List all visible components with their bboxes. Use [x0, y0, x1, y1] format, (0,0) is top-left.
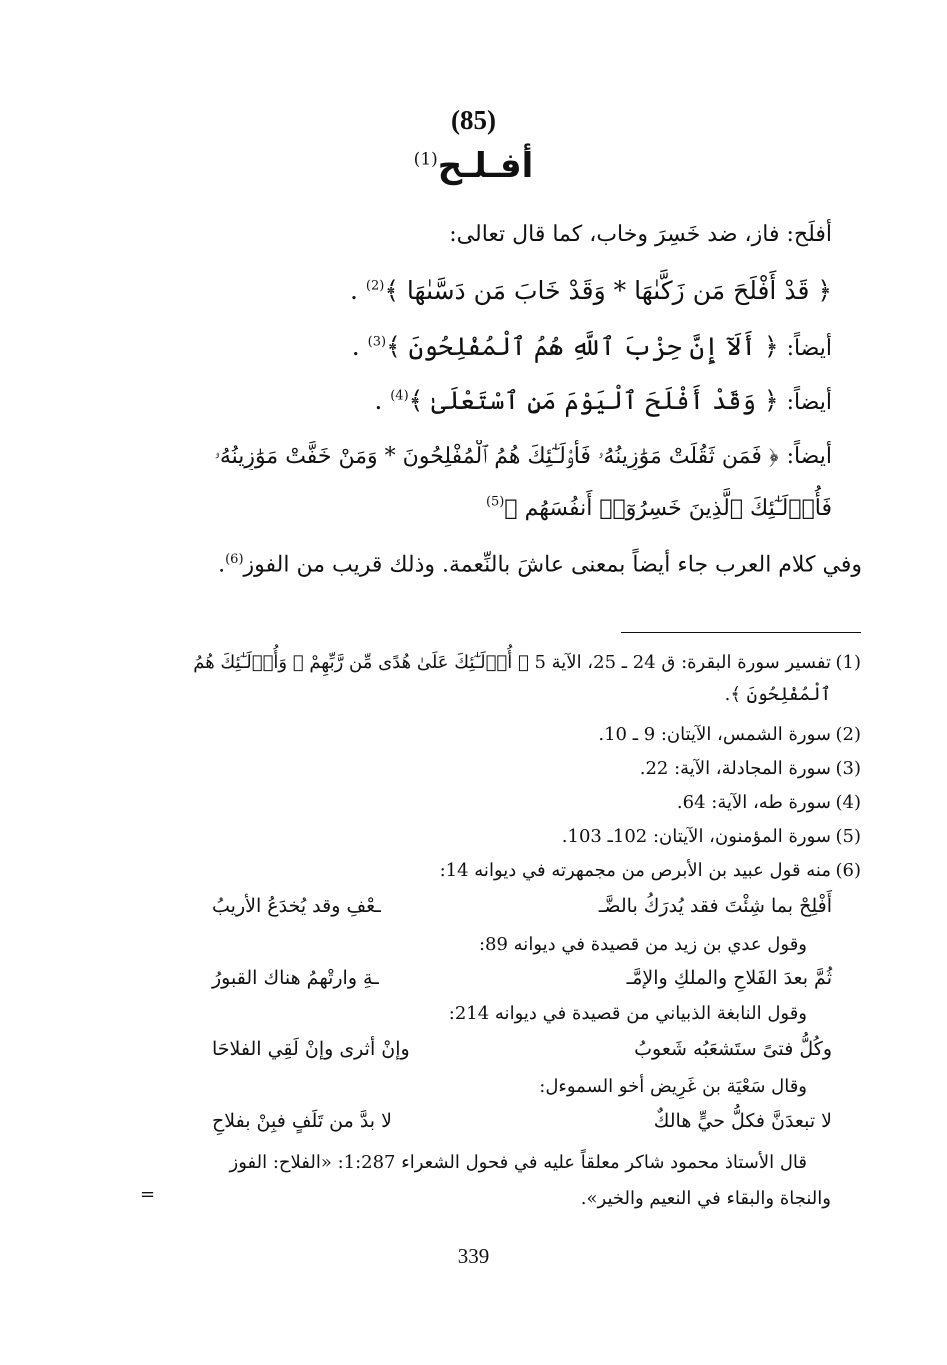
poem-verse-2: [212, 967, 832, 989]
verse-second-hemistich: وإنْ أثرى وإنْ لَقِي الفلاحَا: [212, 1038, 410, 1060]
quran-quote-3: ﴿ وَقَدْ أَفْلَحَ ٱلْيَوْمَ مَنِ ٱسْتَعْلَىٰ ﴾: [408, 386, 779, 415]
continuation-mark: =: [140, 1184, 156, 1205]
verse-second-hemistich: ـعْفِ وقد يُخدَعُ الأريبُ: [212, 895, 381, 917]
quote-line-3: [374, 386, 832, 416]
footnote-number: (1): [835, 652, 861, 673]
note-ref-6: (6): [225, 552, 244, 567]
poem-intro-2: وقول عدي بن زيد من قصيدة في ديوانه 89:: [478, 934, 807, 955]
period: .: [349, 276, 358, 305]
quran-quote-4b: فَأُو۟لَـٰٓئِكَ ٱلَّذِينَ خَسِرُوٓا۟ أَنفُسَهُم ﴾: [504, 496, 832, 521]
quote-line-5: [486, 492, 832, 522]
footnote-number: (6): [835, 860, 861, 881]
note-ref-3: (3): [367, 334, 387, 350]
footnote-1: [141, 648, 861, 678]
entry-number: (85): [451, 105, 496, 135]
definition-line: أفلَح: فاز، ضد خَسِرَ وخاب، كما قال تعالى:: [449, 222, 832, 247]
paragraph-text: وفي كلام العرب جاء أيضاً بمعنى عاشَ بالنِّعمة. وذلك قريب من الفوز: [243, 552, 862, 578]
poem-intro-3: وقول النابغة الذبياني من قصيدة في ديوانه 214:: [448, 1003, 807, 1024]
period: .: [351, 332, 360, 361]
closing-note-line-2: والنجاة والبقاء في النعيم والخير».: [580, 1188, 831, 1209]
note-ref-5: (5): [485, 494, 505, 510]
footnote-6: [141, 856, 861, 886]
verse-second-hemistich: لا بدَّ من تَلَفٍ فبِنْ بفلاحِ: [212, 1110, 392, 1132]
footnote-1-cont: ٱلْمُفْلِحُونَ ﴾.: [724, 684, 831, 705]
poem-intro-4: وقال سَعْيَة بن غَرِيض أخو السموءل:: [539, 1076, 807, 1097]
footnote-2: [141, 720, 861, 750]
verse-first-hemistich: لا تبعدَنَّ فكلُّ حيٍّ هالكٌ: [653, 1110, 832, 1132]
footnote-text: سورة المجادلة، الآية: 22.: [639, 758, 831, 779]
verse-first-hemistich: وكُلُّ فتىً ستَشعَبُه شَعوبُ: [634, 1038, 832, 1060]
quran-quote-2: ﴿ أَلَآ إِنَّ حِزْبَ ٱللَّهِ هُمُ ٱلْمُفْلِحُونَ ﴾: [386, 332, 779, 361]
footnote-number: (3): [835, 758, 861, 779]
period: .: [374, 386, 383, 415]
also-label: أيضاً:: [786, 444, 832, 469]
also-label: أيضاً:: [786, 390, 832, 415]
footnote-text: تفسير سورة البقرة: ق 24 ـ 25، الآية 5 ﴿ أُو۟لَـٰٓئِكَ عَلَىٰ هُدًى مِّن رَّبِّهِمْ ۖ وَأُو۟لَـٰٓئِكَ هُمُ: [193, 652, 831, 673]
verse-first-hemistich: ثُمَّ بعدَ الفَلاحِ والملكِ والإمَّـ: [626, 967, 832, 989]
quote-line-2: [352, 332, 832, 362]
footnote-5: [141, 822, 861, 852]
footnote-text: منه قول عبيد بن الأبرص من مجمهرته في ديوانه 14:: [439, 860, 831, 881]
footnote-text: سورة المؤمنون، الآيتان: 102ـ 103.: [561, 826, 831, 847]
quote-line-4: [112, 440, 832, 470]
footnote-number: (4): [835, 792, 861, 813]
note-ref-2: (2): [365, 278, 385, 294]
verse-second-hemistich: ـةِ وارتْهمُ هناك القبورُ: [212, 967, 379, 989]
footnote-number: (5): [835, 826, 861, 847]
quran-quote-4a: ﴿ فَمَن ثَقُلَتْ مَوَٰزِينُهُۥ فَأُو۟لَـٰٓئِكَ هُمُ ٱلْمُفْلِحُونَ * وَمَنْ خَفَّتْ مَوَٰزِينُهُۥ: [214, 444, 779, 469]
footnote-number: (2): [835, 724, 861, 745]
footnote-separator: [621, 632, 861, 633]
period: .: [218, 552, 226, 578]
also-label: أيضاً:: [786, 336, 832, 361]
note-ref-4: (4): [390, 388, 409, 404]
entry-title: [0, 146, 947, 186]
page-number: 339: [457, 1244, 490, 1268]
poem-verse-1: [212, 895, 832, 917]
footnote-4: [141, 788, 861, 818]
poem-verse-3: [212, 1038, 832, 1060]
quote-line-1: [350, 276, 832, 306]
poem-verse-4: [212, 1110, 832, 1132]
footnote-text: سورة الشمس، الآيتان: 9 ـ 10.: [598, 724, 831, 745]
verse-first-hemistich: أَفْلِحْ بما شِئْتَ فقد يُدرَكُ بالضَّـ: [598, 895, 832, 917]
footnote-3: [141, 754, 861, 784]
quran-quote-1: ﴿ قَدْ أَفْلَحَ مَن زَكَّىٰهَا * وَقَدْ خَابَ مَن دَسَّىٰهَا ﴾: [384, 276, 832, 305]
entry-title-note: (1): [413, 149, 438, 170]
closing-note-line-1: قال الأستاذ محمود شاكر معلقاً عليه في فحول الشعراء 1:287: «الفلاح: الفوز: [229, 1152, 807, 1173]
body-paragraph: [142, 536, 862, 589]
footnote-text: سورة طه، الآية: 64.: [676, 792, 831, 813]
entry-title-text: أفـلـح: [437, 146, 534, 186]
